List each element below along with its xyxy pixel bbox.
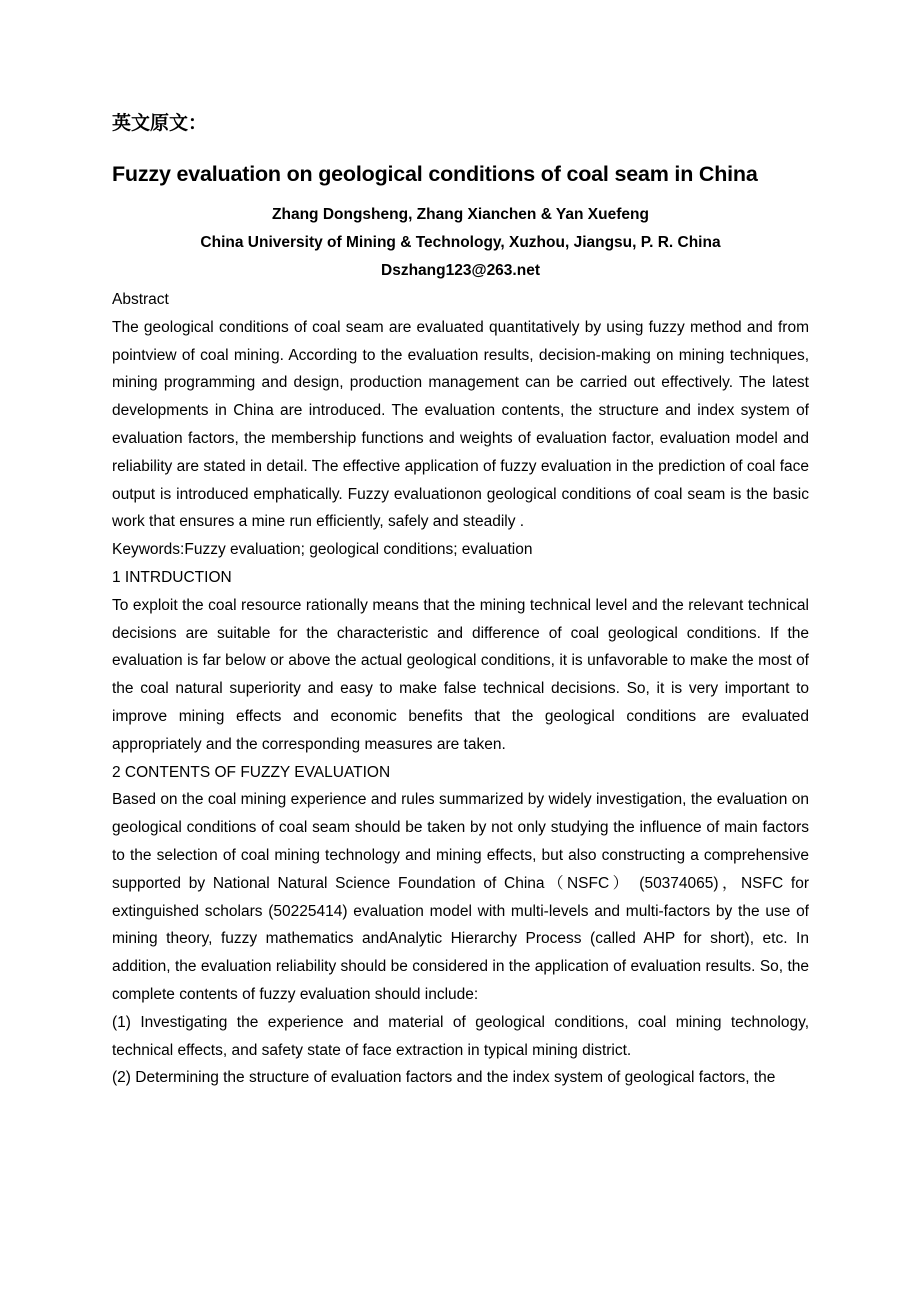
list-item-2: (2) Determining the structure of evaluation factors and the index system of geological factors, the — [112, 1069, 776, 1087]
abstract-text: The geological conditions of coal seam are evaluated quantitatively by using fuzzy method and from pointview of coal mining. According to the evaluation results, decision-making on mining techniques, mining programming and design, production management can be carried out effectively. The latest developments in China are introduced. The evaluation contents, the structure and index system of evaluation factors, the membership functions and weights of evaluation factor, evaluation model and reliability are stated in detail. The effective application of fuzzy evaluation in the prediction of coal face output is introduced emphatically. Fuzzy evaluationon geological conditions of coal seam is the basic work that ensures a mine run efficiently, safely and steadily . — [112, 318, 809, 531]
section-2-title: 2 CONTENTS OF FUZZY EVALUATION — [112, 763, 391, 781]
authors: Zhang Dongsheng, Zhang Xianchen & Yan Xuefeng — [272, 206, 649, 223]
paper-title: Fuzzy evaluation on geological conditions of coal seam in China — [112, 162, 758, 186]
keywords: Keywords:Fuzzy evaluation; geological conditions; evaluation — [112, 541, 533, 559]
list-item-1: (1) Investigating the experience and material of geological conditions, coal mining technology, technical effects, and safety state of face extraction in typical mining district. — [112, 1013, 809, 1059]
affiliation: China University of Mining & Technology, Xuzhou, Jiangsu, P. R. China — [200, 234, 721, 251]
abstract-label: Abstract — [112, 291, 169, 308]
section-1-text: To exploit the coal resource rationally means that the mining technical level and the relevant technical decisions are suitable for the characteristic and difference of coal geological conditions. If the evaluation is far below or above the actual geological conditions, it is unfavorable to make the most of the coal natural superiority and easy to make false technical decisions. So, it is very important to improve mining effects and economic benefits that the geological conditions are evaluated appropriately and the corresponding measures are taken. — [112, 596, 809, 753]
section-1-title: 1 INTRDUCTION — [112, 568, 232, 586]
email: Dszhang123@263.net — [381, 262, 540, 279]
chinese-heading: 英文原文： — [112, 112, 208, 134]
section-2-text: Based on the coal mining experience and rules summarized by widely investigation, the evaluation on geological conditions of coal seam should be taken by not only studying the influence of main factors to the selection of coal mining technology and mining effects, but also constructing a comprehensive supported by National Natural Science Foundation of China（NSFC） (50374065)，NSFC for extinguished scholars (50225414) evaluation model with multi-levels and multi-factors by the use of mining theory, fuzzy mathematics andAnalytic Hierarchy Process (called AHP for short), etc. In addition, the evaluation reliability should be considered in the application of evaluation results. So, the complete contents of fuzzy evaluation should include: — [112, 791, 809, 1003]
document-body — [112, 286, 809, 1092]
